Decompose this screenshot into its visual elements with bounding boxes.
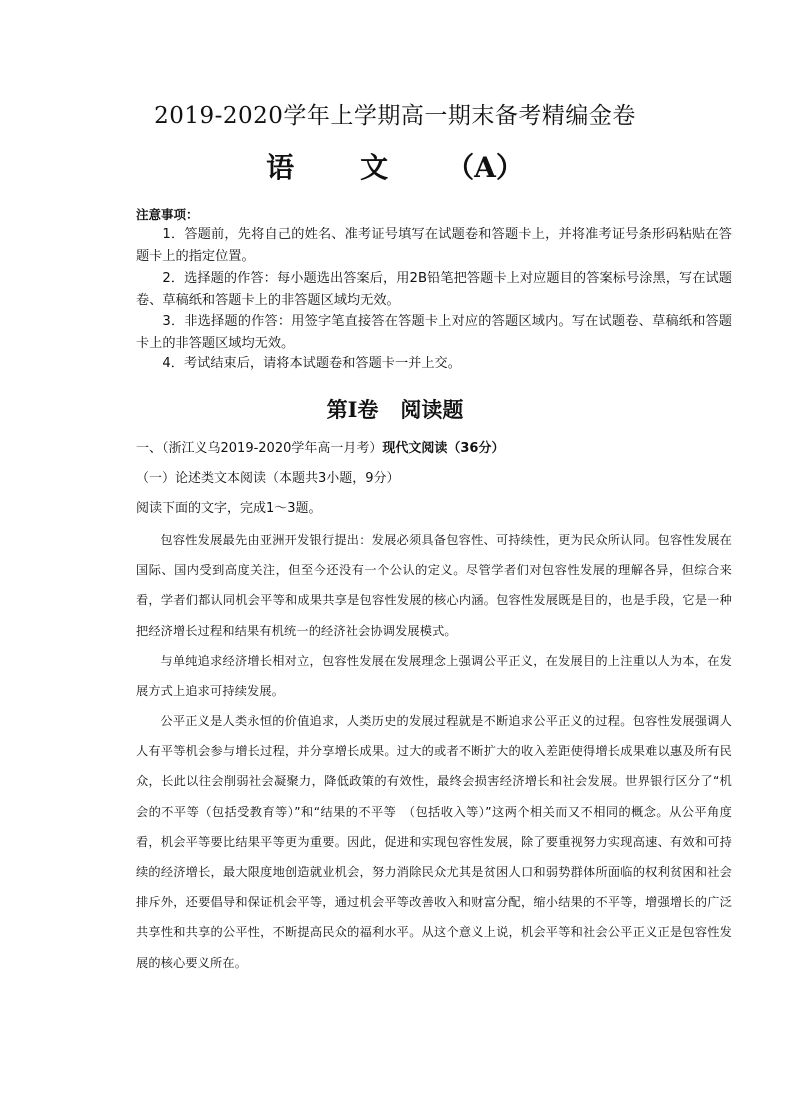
subject-heading — [0, 146, 790, 186]
question-source: 一、（浙江义乌2019-2020学年高一月考） — [136, 441, 383, 456]
section-heading — [0, 394, 790, 424]
question-type: 现代文阅读（36分） — [382, 441, 505, 456]
subject-char-2: 文 — [360, 151, 389, 184]
passage-paragraph: 公平正义是人类永恒的价值追求，人类历史的发展过程就是不断追求公平正义的过程。包容性发展强调人人有平等机会参与增长过程，并分享增长成果。过大的或者不断扩大的收入差距使得增长成果难以惠及所有民众，长此以往会削弱社会凝聚力，降低政策的有效性，最终会损害经济增长和社会发展。世界银行区分了“机会的不平等（包括受教育等）”和“结果的不平等 （包括收入等）”这两个相关而又不相同的概念。从公平角度看，机会平等要比结果平等更为重要。因此，促进和实现包容性发展，除了要重视努力实现高速、有效和可持续的经济增长，最大限度地创造就业机会，努力消除民众尤其是贫困人口和弱势群体所面临的权利贫困和社会排斥外，还要倡导和保证机会平等，通过机会平等改善收入和财富分配，缩小结果的不平等，增强增长的广泛共享性和共享的公平性，不断提高民众的福利水平。从这个意义上说，机会平等和社会公平正义正是包容性发展的核心要义所在。 — [136, 714, 732, 970]
section-part: 第Ⅰ卷 — [326, 397, 379, 422]
notice-heading: 注意事项： — [136, 207, 199, 222]
question-instruction: 阅读下面的文字，完成1～3题。 — [136, 501, 322, 516]
question-source-line — [136, 437, 504, 456]
notice-item: 4．考试结束后，请将本试题卷和答题卡一并上交。 — [162, 356, 461, 371]
exam-title: 2019-2020学年上学期高一期末备考精编金卷 — [154, 103, 636, 129]
notice-item: 3．非选择题的作答：用签字笔直接答在答题卡上对应的答题区域内。写在试题卷、草稿纸和答题卡上的非答题区域均无效。 — [136, 314, 732, 351]
subject-char-1: 语 — [266, 151, 295, 184]
passage-paragraph: 包容性发展最先由亚洲开发银行提出：发展必须具备包容性、可持续性，更为民众所认同。包容性发展在国际、国内受到高度关注，但至今还没有一个公认的定义。尽管学者们对包容性发展的理解各异，但综合来看，学者们都认同机会平等和成果共享是包容性发展的核心内涵。包容性发展既是目的，也是手段，它是一种把经济增长过程和结果有机统一的经济社会协调发展模式。 — [136, 533, 732, 638]
section-name: 阅读题 — [400, 397, 464, 422]
passage-paragraph: 与单纯追求经济增长相对立，包容性发展在发展理念上强调公平正义，在发展目的上注重以人为本，在发展方式上追求可持续发展。 — [136, 654, 732, 699]
subject-variant: （A） — [446, 151, 524, 184]
notice-item: 1．答题前，先将自己的姓名、准考证号填写在试题卷和答题卡上，并将准考证号条形码粘贴在答题卡上的指定位置。 — [136, 227, 732, 264]
question-subsection: （一）论述类文本阅读（本题共3小题，9分） — [136, 471, 400, 486]
notice-item: 2．选择题的作答：每小题选出答案后，用2B铅笔把答题卡上对应题目的答案标号涂黑，写在试题卷、草稿纸和答题卡上的非答题区域均无效。 — [136, 271, 732, 308]
